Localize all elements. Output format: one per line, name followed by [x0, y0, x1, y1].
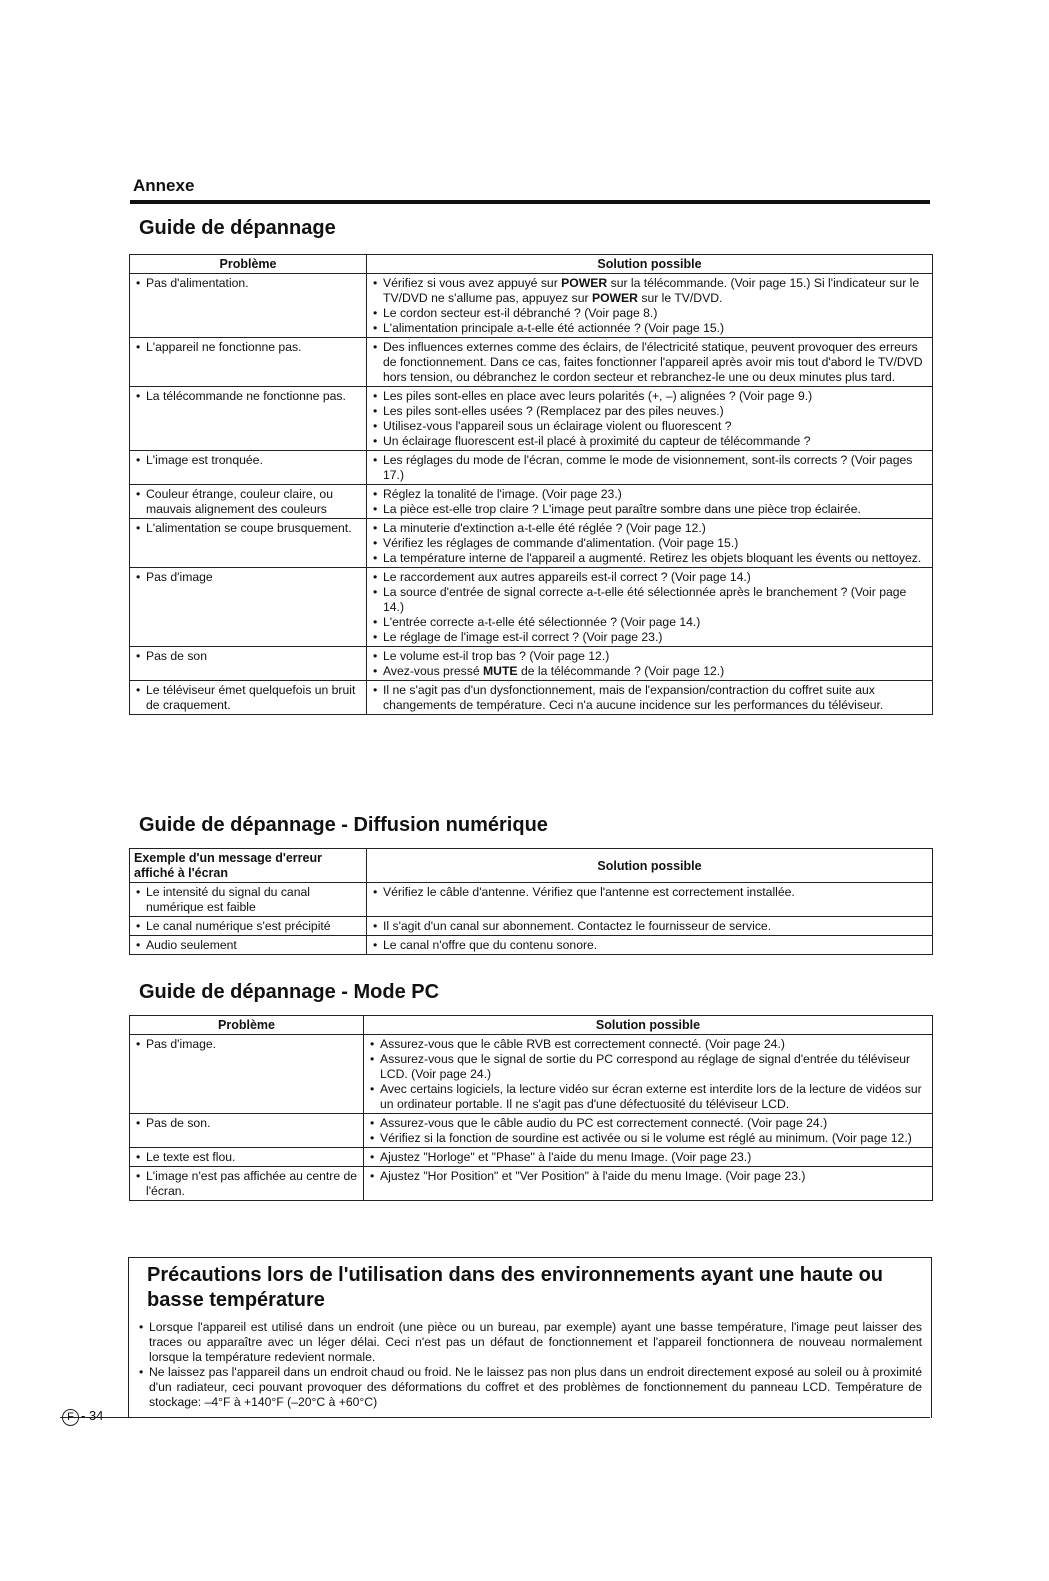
- solution-cell: [364, 1167, 933, 1201]
- solution-item: • La température interne de l'appareil a augmenté. Retirez les objets bloquant les évents ou nettoyez.: [383, 551, 928, 566]
- solution-item: • Vérifiez les réglages de commande d'alimentation. (Voir page 15.): [383, 536, 928, 551]
- problem-cell: [130, 519, 367, 568]
- solution-cell: [364, 1114, 933, 1148]
- precaution-item: • Ne laissez pas l'appareil dans un endroit chaud ou froid. Ne le laissez pas non plus dans un endroit directement exposé au soleil ou à proximité d'un radiateur, ceci pouvant provoquer des déformations du coffret et des problèmes de fonctionnement du panneau LCD. Température de stockage: –4°F à +140°F (–20°C à +60°C): [149, 1365, 922, 1410]
- problem-text: • Le téléviseur émet quelquefois un bruit de craquement.: [146, 683, 362, 713]
- solution-item: • Vérifiez si vous avez appuyé sur POWER sur la télécommande. (Voir page 15.) Si l'indicateur sur le TV/DVD ne s'allume pas, appuyez sur POWER sur le TV/DVD.: [383, 276, 928, 306]
- problem-cell: [130, 647, 367, 681]
- table-row: [130, 451, 933, 485]
- table-row: [130, 1114, 933, 1148]
- problem-cell: [130, 1035, 364, 1114]
- problem-cell: [130, 338, 367, 387]
- problem-cell: [130, 936, 367, 955]
- solution-item: • Assurez-vous que le câble audio du PC est correctement connecté. (Voir page 24.): [380, 1116, 928, 1131]
- solution-cell: [367, 451, 933, 485]
- table-row: [130, 681, 933, 715]
- solution-item: • Vérifiez le câble d'antenne. Vérifiez que l'antenne est correctement installée.: [383, 885, 928, 900]
- problem-text: • La télécommande ne fonctionne pas.: [146, 389, 362, 404]
- problem-cell: [130, 387, 367, 451]
- problem-cell: [130, 1148, 364, 1167]
- solution-item: • Les piles sont-elles usées ? (Remplacez par des piles neuves.): [383, 404, 928, 419]
- solution-item: • Avec certains logiciels, la lecture vidéo sur écran externe est interdite lors de la lecture de vidéos sur un ordinateur portable. Il ne s'agit pas d'une défectuosité du téléviseur LCD.: [380, 1082, 928, 1112]
- solution-cell: [364, 1148, 933, 1167]
- solution-item: • Réglez la tonalité de l'image. (Voir page 23.): [383, 487, 928, 502]
- solution-item: • Des influences externes comme des éclairs, de l'électricité statique, peuvent provoquer des erreurs de fonctionnement. Dans ce cas, faites fonctionner l'appareil après avoir mis tout d'abord le TV/DVD hors tension, ou débranchez le cordon secteur et rebranchez-le une ou deux minutes plus tard.: [383, 340, 928, 385]
- problem-text: • L'image est tronquée.: [146, 453, 362, 468]
- problem-text: • L'image n'est pas affichée au centre de l'écran.: [146, 1169, 359, 1199]
- solution-item: • L'entrée correcte a-t-elle été sélectionnée ? (Voir page 14.): [383, 615, 928, 630]
- solution-item: • La minuterie d'extinction a-t-elle été réglée ? (Voir page 12.): [383, 521, 928, 536]
- problem-text: • Pas d'image.: [146, 1037, 359, 1052]
- problem-text: • Pas d'image: [146, 570, 362, 585]
- problem-cell: [130, 451, 367, 485]
- header-rule: [130, 200, 930, 204]
- t3-title: Guide de dépannage - Mode PC: [139, 981, 440, 1003]
- solution-item: • Il s'agit d'un canal sur abonnement. Contactez le fournisseur de service.: [383, 919, 928, 934]
- solution-item: • Les réglages du mode de l'écran, comme le mode de visionnement, sont-ils corrects ? (Voir pages 17.): [383, 453, 928, 483]
- solution-cell: [367, 485, 933, 519]
- page-footer-rule: [60, 1417, 930, 1418]
- troubleshooting-table: [129, 254, 933, 715]
- problem-cell: [130, 917, 367, 936]
- table-row: [130, 519, 933, 568]
- problem-cell: [130, 883, 367, 917]
- problem-text: • Pas d'alimentation.: [146, 276, 362, 291]
- solution-cell: [367, 568, 933, 647]
- problem-text: • L'alimentation se coupe brusquement.: [146, 521, 362, 536]
- table-row: [130, 338, 933, 387]
- col-header-problem: Problème: [130, 255, 367, 274]
- problem-text: • L'appareil ne fonctionne pas.: [146, 340, 362, 355]
- problem-cell: [130, 1167, 364, 1201]
- table-row: [130, 1167, 933, 1201]
- solution-item: • Assurez-vous que le câble RVB est correctement connecté. (Voir page 24.): [380, 1037, 928, 1052]
- solution-item: • Le réglage de l'image est-il correct ? (Voir page 23.): [383, 630, 928, 645]
- solution-item: • Ajustez "Hor Position" et "Ver Position" à l'aide du menu Image. (Voir page 23.): [380, 1169, 928, 1184]
- table-row: [130, 568, 933, 647]
- problem-text: • Couleur étrange, couleur claire, ou mauvais alignement des couleurs: [146, 487, 362, 517]
- table-row: [130, 485, 933, 519]
- solution-item: • Le cordon secteur est-il débranché ? (Voir page 8.): [383, 306, 928, 321]
- problem-text: • Audio seulement: [146, 938, 362, 953]
- problem-text: • Le texte est flou.: [146, 1150, 359, 1165]
- t2-title: Guide de dépannage - Diffusion numérique: [139, 814, 548, 836]
- solution-item: • Assurez-vous que le signal de sortie du PC correspond au réglage de signal d'entrée du téléviseur LCD. (Voir page 24.): [380, 1052, 928, 1082]
- solution-item: • Le raccordement aux autres appareils est-il correct ? (Voir page 14.): [383, 570, 928, 585]
- precautions-title: Précautions lors de l'utilisation dans des environnements ayant une haute ou basse température: [147, 1264, 884, 1311]
- col-header-solution: Solution possible: [367, 849, 933, 883]
- solution-cell: [367, 274, 933, 338]
- problem-cell: [130, 568, 367, 647]
- problem-cell: [130, 485, 367, 519]
- solution-cell: [367, 681, 933, 715]
- table-row: [130, 1148, 933, 1167]
- problem-text: • Pas de son: [146, 649, 362, 664]
- table-row: [130, 274, 933, 338]
- solution-cell: [367, 936, 933, 955]
- problem-text: • Le canal numérique s'est précipité: [146, 919, 362, 934]
- page-number: [62, 1408, 103, 1426]
- language-badge: F: [62, 1409, 79, 1426]
- table-row: [130, 1035, 933, 1114]
- solution-item: • La source d'entrée de signal correcte a-t-elle été sélectionnée après le branchement ? (Voir page 14.): [383, 585, 928, 615]
- solution-cell: [364, 1035, 933, 1114]
- table-row: [130, 936, 933, 955]
- solution-cell: [367, 519, 933, 568]
- solution-cell: [367, 917, 933, 936]
- solution-cell: [367, 883, 933, 917]
- table-row: [130, 647, 933, 681]
- solution-item: • Un éclairage fluorescent est-il placé à proximité du capteur de télécommande ?: [383, 434, 928, 449]
- solution-item: • Utilisez-vous l'appareil sous un éclairage violent ou fluorescent ?: [383, 419, 928, 434]
- solution-item: • L'alimentation principale a-t-elle été actionnée ? (Voir page 15.): [383, 321, 928, 336]
- problem-text: • Pas de son.: [146, 1116, 359, 1131]
- solution-item: • Il ne s'agit pas d'un dysfonctionnement, mais de l'expansion/contraction du coffret suite aux changements de température. Ceci n'a aucune incidence sur les performances du téléviseur.: [383, 683, 928, 713]
- solution-item: • Le volume est-il trop bas ? (Voir page 12.): [383, 649, 928, 664]
- solution-cell: [367, 338, 933, 387]
- table-row: [130, 883, 933, 917]
- col-header-solution: Solution possible: [364, 1016, 933, 1035]
- problem-cell: [130, 681, 367, 715]
- pc-troubleshooting-table: [129, 1015, 933, 1201]
- solution-item: • Ajustez "Horloge" et "Phase" à l'aide du menu Image. (Voir page 23.): [380, 1150, 928, 1165]
- page-number-text: - 34: [81, 1408, 104, 1423]
- solution-cell: [367, 647, 933, 681]
- t1-title: Guide de dépannage: [139, 217, 336, 239]
- problem-cell: [130, 274, 367, 338]
- solution-cell: [367, 387, 933, 451]
- table-row: [130, 917, 933, 936]
- solution-item: • Avez-vous pressé MUTE de la télécommande ? (Voir page 12.): [383, 664, 928, 679]
- precautions-list: [137, 1320, 922, 1410]
- solution-item: • Le canal n'offre que du contenu sonore.: [383, 938, 928, 953]
- digital-troubleshooting-table: [129, 848, 933, 955]
- col-header-error-message: Exemple d'un message d'erreur affiché à l'écran: [130, 849, 367, 883]
- solution-item: • Les piles sont-elles en place avec leurs polarités (+, –) alignées ? (Voir page 9.): [383, 389, 928, 404]
- solution-item: • La pièce est-elle trop claire ? L'image peut paraître sombre dans une pièce trop éclairée.: [383, 502, 928, 517]
- col-header-problem: Problème: [130, 1016, 364, 1035]
- col-header-solution: Solution possible: [367, 255, 933, 274]
- table-row: [130, 387, 933, 451]
- solution-item: • Vérifiez si la fonction de sourdine est activée ou si le volume est réglé au minimum. (Voir page 12.): [380, 1131, 928, 1146]
- problem-text: • Le intensité du signal du canal numérique est faible: [146, 885, 362, 915]
- problem-cell: [130, 1114, 364, 1148]
- precaution-item: • Lorsque l'appareil est utilisé dans un endroit (une pièce ou un bureau, par exemple) ayant une basse température, l'image peut laisser des traces ou apparaître avec un léger délai. Ceci n'est pas un défaut de fonctionnement et l'appareil fonctionnera de nouveau normalement lorsque la température redevient normale.: [149, 1320, 922, 1365]
- section-label: Annexe: [133, 176, 195, 195]
